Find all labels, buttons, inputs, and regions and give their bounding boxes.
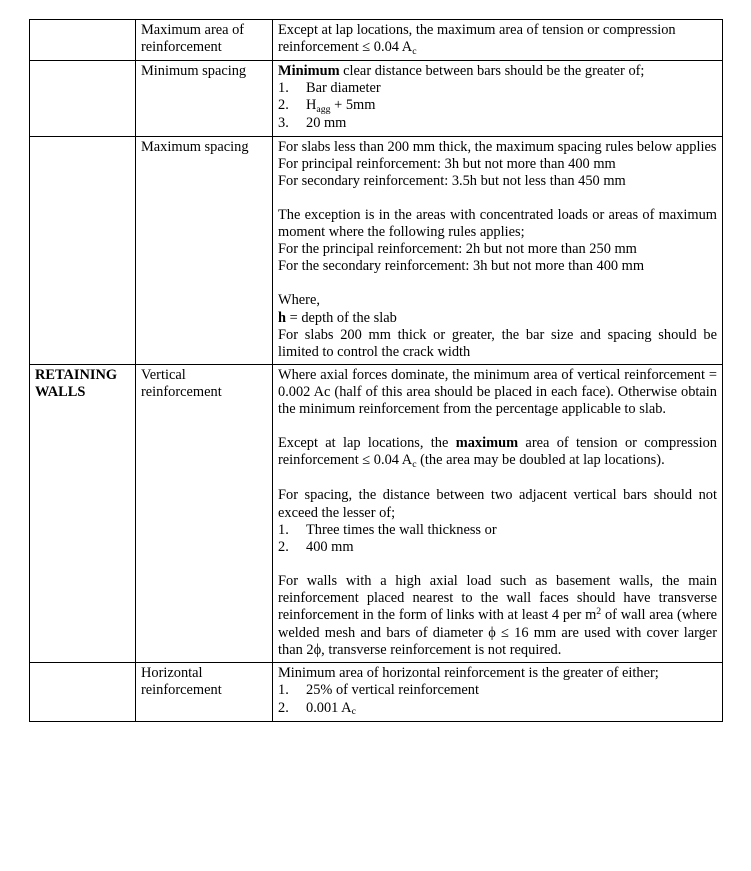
paragraph-spacer (278, 190, 717, 207)
paragraph-spacer (278, 418, 717, 435)
numbered-list (278, 682, 717, 717)
reinforcement-spec-table (29, 19, 723, 722)
detail-paragraph: h = depth of the slab (278, 309, 397, 326)
detail-paragraph: The exception is in the areas with concentrated loads or areas of maximum moment where the following rules applies; (278, 206, 717, 241)
list-marker: 2. (278, 538, 289, 555)
detail-paragraph: Minimum clear distance between bars should be the greater of; (278, 63, 645, 80)
paragraph-spacer (278, 275, 717, 292)
numbered-list (278, 522, 717, 556)
detail-cell (273, 20, 723, 61)
detail-paragraph: For slabs less than 200 mm thick, the maximum spacing rules below applies (278, 138, 717, 155)
category-cell (30, 20, 136, 61)
subscript-text: c (351, 706, 356, 718)
detail-paragraph: For secondary reinforcement: 3.5h but not less than 450 mm (278, 172, 626, 189)
list-item: 2. 0.001 $A_c$ (278, 699, 356, 718)
emphasis-text: Minimum (278, 63, 340, 80)
category-cell (30, 136, 136, 364)
detail-paragraph: For the principal reinforcement: 2h but not more than 250 mm (278, 241, 637, 258)
list-marker: 1. (278, 80, 289, 97)
item-cell: Vertical reinforcement (136, 364, 273, 663)
list-item: 2. 400 mm (278, 538, 354, 555)
detail-paragraph: For the secondary reinforcement: 3h but not more than 400 mm (278, 258, 645, 275)
detail-paragraph: Where, (278, 292, 320, 309)
table-row (30, 663, 723, 721)
detail-cell (273, 136, 723, 364)
list-item: 1. 25% of vertical reinforcement (278, 682, 480, 699)
list-marker: 1. (278, 682, 289, 699)
category-cell (30, 663, 136, 721)
subscript-text: c (412, 45, 417, 57)
category-cell (30, 61, 136, 136)
detail-cell (273, 61, 723, 136)
table-row (30, 364, 723, 663)
detail-paragraph: For slabs 200 mm thick or greater, the bar size and spacing should be limited to control the crack width (278, 326, 717, 360)
superscript-text: 2 (596, 606, 602, 618)
item-cell: Minimum spacing (136, 61, 273, 136)
detail-paragraph: Except at lap locations, the maximum area of tension or compression reinforcement ≤ 0.04 $A_c$ (278, 22, 676, 57)
table-row (30, 61, 723, 136)
emphasis-text: maximum (455, 435, 519, 452)
numbered-list (278, 80, 717, 132)
detail-paragraph: For walls with a high axial load such as basement walls, the main reinforcement placed nearest to the wall faces should have transverse reinforcement in the form of links with at least 4 per $m^2$ of wall area (where welded mesh and bars of diameter ϕ ≤ 16 mm are used with cover larger than 2ϕ, transverse reinforcement is not required. (278, 572, 717, 659)
detail-paragraph: Except at lap locations, the maximum area of tension or compression reinforcement ≤ 0.04 $A_c$ (the area may be doubled at lap locations). (278, 435, 718, 470)
detail-paragraph: Minimum area of horizontal reinforcement is the greater of either; (278, 665, 659, 682)
detail-paragraph: Where axial forces dominate, the minimum area of vertical reinforcement = 0.002 Ac (half of this area should be placed in each face). Otherwise obtain the minimum reinforcement from the percentage applicable to slab. (278, 366, 717, 417)
item-cell: Horizontal reinforcement (136, 663, 273, 721)
table-row (30, 136, 723, 364)
list-item: 2. $H_{agg} + 5mm$ (278, 97, 376, 115)
subscript-text: agg (316, 103, 331, 115)
list-marker: 1. (278, 521, 289, 538)
subscript-text: c (412, 458, 417, 470)
category-cell: RETAINING WALLS (30, 364, 136, 663)
item-cell: Maximum spacing (136, 136, 273, 364)
detail-paragraph: For principal reinforcement: 3h but not more than 400 mm (278, 155, 616, 172)
list-marker: 3. (278, 115, 289, 132)
list-item: 1. Three times the wall thickness or (278, 521, 497, 538)
item-cell: Maximum area of reinforcement (136, 20, 273, 61)
list-marker: 2. (278, 97, 289, 114)
table-row (30, 20, 723, 61)
emphasis-text: h (278, 309, 287, 326)
paragraph-spacer (278, 556, 717, 573)
detail-cell (273, 663, 723, 721)
list-item: 3. 20 mm (278, 115, 347, 132)
detail-cell (273, 364, 723, 663)
list-item: 1. Bar diameter (278, 80, 381, 97)
list-marker: 2. (278, 699, 289, 716)
detail-paragraph: For spacing, the distance between two adjacent vertical bars should not exceed the lesser of; (278, 487, 717, 521)
table-body (30, 20, 723, 722)
paragraph-spacer (278, 470, 717, 487)
